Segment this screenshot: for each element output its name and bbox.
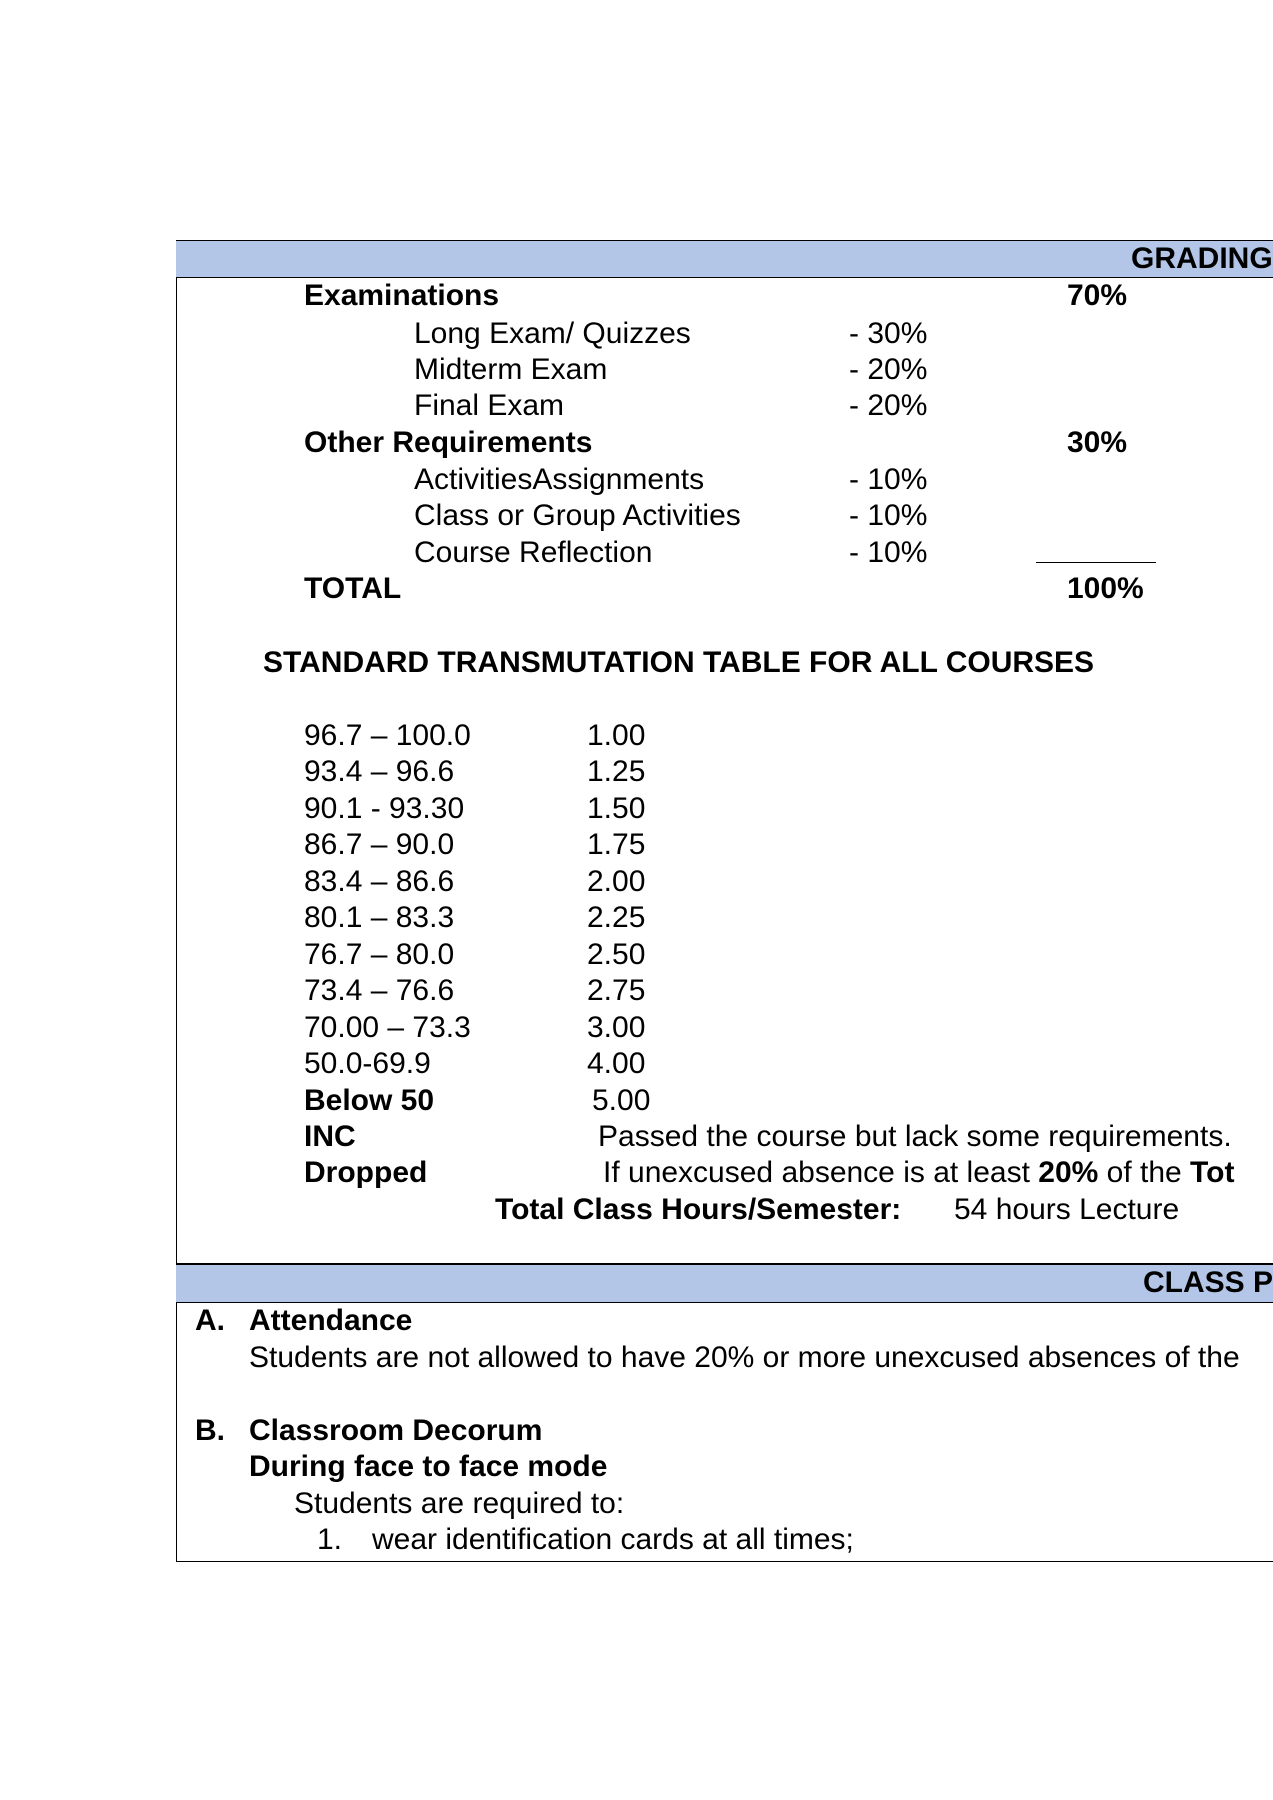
attendance-text: Students are not allowed to have 20% or more unexcused absences of the xyxy=(249,1341,1240,1374)
below-50-label: Below 50 xyxy=(304,1084,435,1117)
transmutation-range: 93.4 – 96.6 xyxy=(304,755,455,788)
dropped-text xyxy=(603,1158,1234,1188)
other-item-label: Class or Group Activities xyxy=(414,499,741,532)
exam-item-label: Long Exam/ Quizzes xyxy=(414,317,691,350)
inc-text: Passed the course but lack some requirements. xyxy=(598,1120,1232,1153)
exam-item-pct: - 20% xyxy=(849,353,928,386)
examinations-total: 70% xyxy=(1067,279,1128,312)
transmutation-range: 76.7 – 80.0 xyxy=(304,938,455,971)
transmutation-range: 90.1 - 93.30 xyxy=(304,792,465,825)
attendance-letter: A. xyxy=(195,1304,225,1337)
dropped-text-part: of the xyxy=(1098,1156,1191,1189)
transmutation-range: 86.7 – 90.0 xyxy=(304,828,455,861)
exam-item-label: Final Exam xyxy=(414,389,565,422)
total-value: 100% xyxy=(1067,572,1144,605)
attendance-title: Attendance xyxy=(249,1304,413,1337)
dropped-text-bold: Tot xyxy=(1190,1156,1235,1189)
other-item-label: ActivitiesAssignments xyxy=(414,463,705,496)
grading-header-band xyxy=(176,240,1273,278)
transmutation-grade: 2.25 xyxy=(587,901,646,934)
transmutation-range: 83.4 – 86.6 xyxy=(304,865,455,898)
total-label: TOTAL xyxy=(304,572,402,605)
policies-header: CLASS P xyxy=(1143,1266,1273,1299)
total-underline xyxy=(1036,562,1156,563)
dropped-text-bold: 20% xyxy=(1038,1156,1099,1189)
policies-header-band xyxy=(176,1264,1273,1303)
decorum-intro: Students are required to: xyxy=(294,1487,625,1520)
transmutation-grade: 1.50 xyxy=(587,792,646,825)
decorum-subtitle: During face to face mode xyxy=(249,1450,608,1483)
dropped-label: Dropped xyxy=(304,1156,428,1189)
decorum-title: Classroom Decorum xyxy=(249,1414,543,1447)
transmutation-range: 70.00 – 73.3 xyxy=(304,1011,471,1044)
grading-header: GRADING xyxy=(1131,242,1273,275)
transmutation-title: STANDARD TRANSMUTATION TABLE FOR ALL COURSES xyxy=(263,646,1095,679)
transmutation-grade: 2.50 xyxy=(587,938,646,971)
other-item-label: Course Reflection xyxy=(414,536,653,569)
transmutation-grade: 2.00 xyxy=(587,865,646,898)
examinations-label: Examinations xyxy=(304,279,500,312)
other-item-pct: - 10% xyxy=(849,499,928,532)
exam-item-pct: - 30% xyxy=(849,317,928,350)
transmutation-grade: 2.75 xyxy=(587,974,646,1007)
exam-item-pct: - 20% xyxy=(849,389,928,422)
transmutation-grade: 4.00 xyxy=(587,1047,646,1080)
below-50-grade: 5.00 xyxy=(592,1084,651,1117)
other-requirements-label: Other Requirements xyxy=(304,426,593,459)
other-item-pct: - 10% xyxy=(849,536,928,569)
exam-item-label: Midterm Exam xyxy=(414,353,608,386)
transmutation-range: 96.7 – 100.0 xyxy=(304,719,471,752)
decorum-item-number: 1. xyxy=(317,1523,343,1556)
dropped-text-part: If unexcused absence is at least xyxy=(603,1156,1039,1189)
inc-label: INC xyxy=(304,1120,356,1153)
decorum-item-text: wear identification cards at all times; xyxy=(372,1523,854,1556)
transmutation-grade: 3.00 xyxy=(587,1011,646,1044)
transmutation-range: 80.1 – 83.3 xyxy=(304,901,455,934)
total-hours-label: Total Class Hours/Semester: xyxy=(495,1193,902,1226)
transmutation-range: 50.0-69.9 xyxy=(304,1047,431,1080)
other-requirements-total: 30% xyxy=(1067,426,1128,459)
transmutation-grade: 1.00 xyxy=(587,719,646,752)
total-hours-value: 54 hours Lecture xyxy=(954,1193,1180,1226)
transmutation-grade: 1.75 xyxy=(587,828,646,861)
transmutation-grade: 1.25 xyxy=(587,755,646,788)
decorum-letter: B. xyxy=(195,1414,225,1447)
other-item-pct: - 10% xyxy=(849,463,928,496)
transmutation-range: 73.4 – 76.6 xyxy=(304,974,455,1007)
